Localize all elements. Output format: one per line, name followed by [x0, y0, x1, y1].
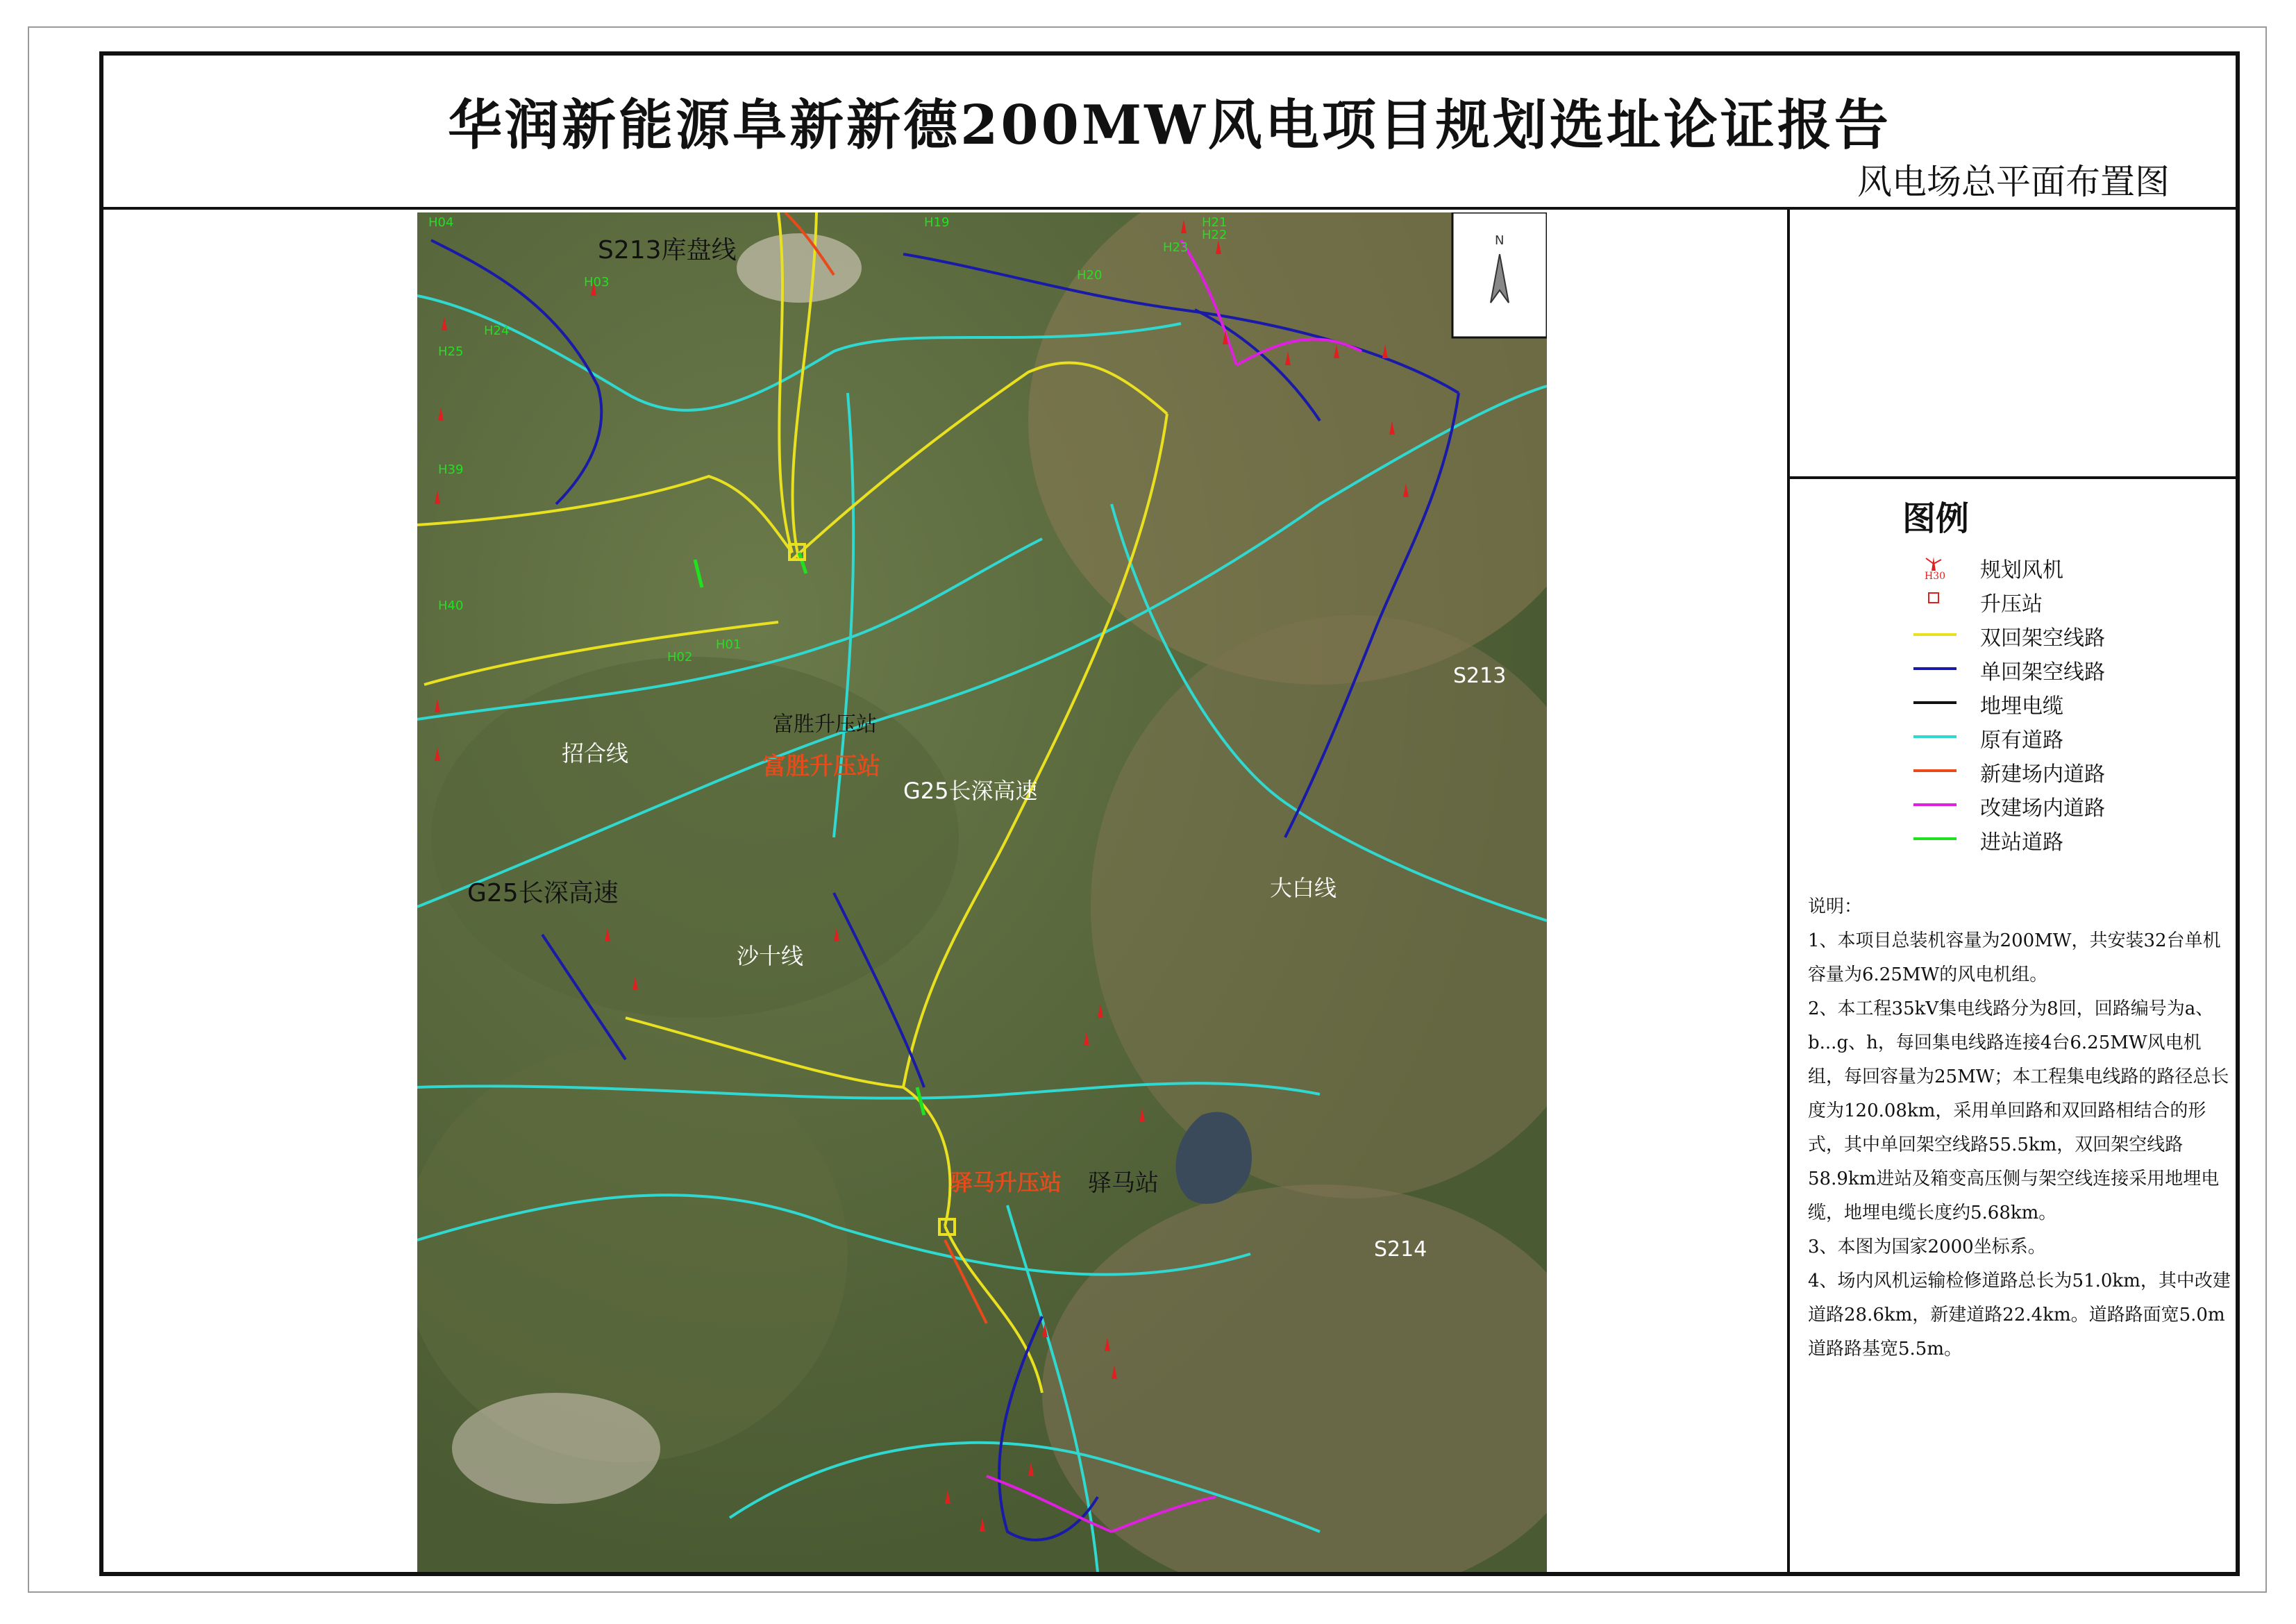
- line-swatch: [1913, 735, 1956, 738]
- map-label-yima-station: 驿马站: [1088, 1169, 1159, 1197]
- turbine-code: H22: [1202, 228, 1227, 242]
- turbine-code: H04: [428, 215, 454, 230]
- turbine-code: H25: [438, 344, 464, 359]
- map-label-zhaohe-line: 招合线: [562, 740, 629, 767]
- line-swatch: [1913, 667, 1956, 670]
- map-label-s213-kupan: S213库盘线: [598, 236, 737, 265]
- substation-square-icon: [1902, 588, 1965, 612]
- note-3: 3、本图为国家2000坐标系。: [1808, 1237, 2046, 1257]
- note-2: 2、本工程35kV集电线路分为8回，回路编号为a、b...g、h，每回集电线路连接4台6.25MW风电机组，每回容量为25MW；本工程集电线路的路径总长度为120.08km，采用单回路和双回路相结合的形式，其中单回架空线路55.5km，双回架空线路58.9km进站及箱变高压侧与架空线连接采用地埋电缆，地埋电缆长度约5.68km。: [1808, 998, 2229, 1223]
- quarry-patch: [737, 233, 862, 303]
- map-label-s214: S214: [1374, 1237, 1427, 1262]
- turbine-code: H20: [1077, 268, 1103, 283]
- turbine-code: H19: [924, 215, 950, 230]
- blank-panel: [1790, 210, 2236, 479]
- map-label-yima-substation-red: 驿马升压站: [950, 1169, 1062, 1196]
- turbine-code: H39: [438, 462, 464, 477]
- turbine-code: H23: [1163, 240, 1189, 255]
- line-swatch: [1913, 701, 1956, 704]
- map-label-dabai-line: 大白线: [1270, 875, 1337, 901]
- north-label: N: [1495, 233, 1505, 248]
- title-block: [103, 56, 2236, 210]
- satellite-map[interactable]: [417, 212, 1547, 1572]
- drawing-subtitle: 风电场总平面布置图: [1857, 162, 2170, 202]
- map-label-g25-expressway: G25长深高速: [903, 778, 1038, 804]
- line-swatch: [1913, 803, 1956, 806]
- line-swatch: [1913, 633, 1956, 636]
- turbine-code-sample: H30: [1925, 571, 1946, 582]
- forest-patch: [431, 657, 959, 1018]
- notes-heading: 说明：: [1808, 896, 1863, 917]
- line-swatch: [1913, 837, 1956, 840]
- turbine-code: H02: [667, 650, 693, 664]
- forest-patch: [417, 1046, 848, 1462]
- note-4: 4、场内风机运输检修道路总长为51.0km，其中改建道路28.6km，新建道路22.4km。道路路面宽5.0m道路路基宽5.5m。: [1808, 1271, 2231, 1359]
- turbine-code: H24: [484, 324, 510, 338]
- map-label-fusheng-substation-red: 富胜升压站: [762, 753, 880, 780]
- map-label-fusheng-substation: 富胜升压站: [773, 712, 877, 737]
- turbine-code: H40: [438, 598, 464, 613]
- map-label-s213: S213: [1453, 664, 1507, 688]
- notes: [1808, 890, 2231, 1366]
- legend-title: 图例: [1902, 499, 1970, 538]
- drawing-title: 华润新能源阜新新德200MW风电项目规划选址论证报告: [448, 94, 1891, 157]
- quarry-patch: [452, 1393, 660, 1504]
- line-swatch: [1913, 769, 1956, 772]
- note-1: 1、本项目总装机容量为200MW，共安装32台单机容量为6.25MW的风电机组。: [1808, 930, 2221, 985]
- turbine-code: H21: [1202, 215, 1227, 230]
- turbine-code: H03: [584, 275, 610, 290]
- map-label-shashi-line: 沙十线: [737, 943, 804, 969]
- turbine-code: H01: [716, 637, 741, 652]
- turbine-icon: [1902, 554, 1965, 582]
- map-label-g25-expressway-black: G25长深高速: [467, 879, 619, 907]
